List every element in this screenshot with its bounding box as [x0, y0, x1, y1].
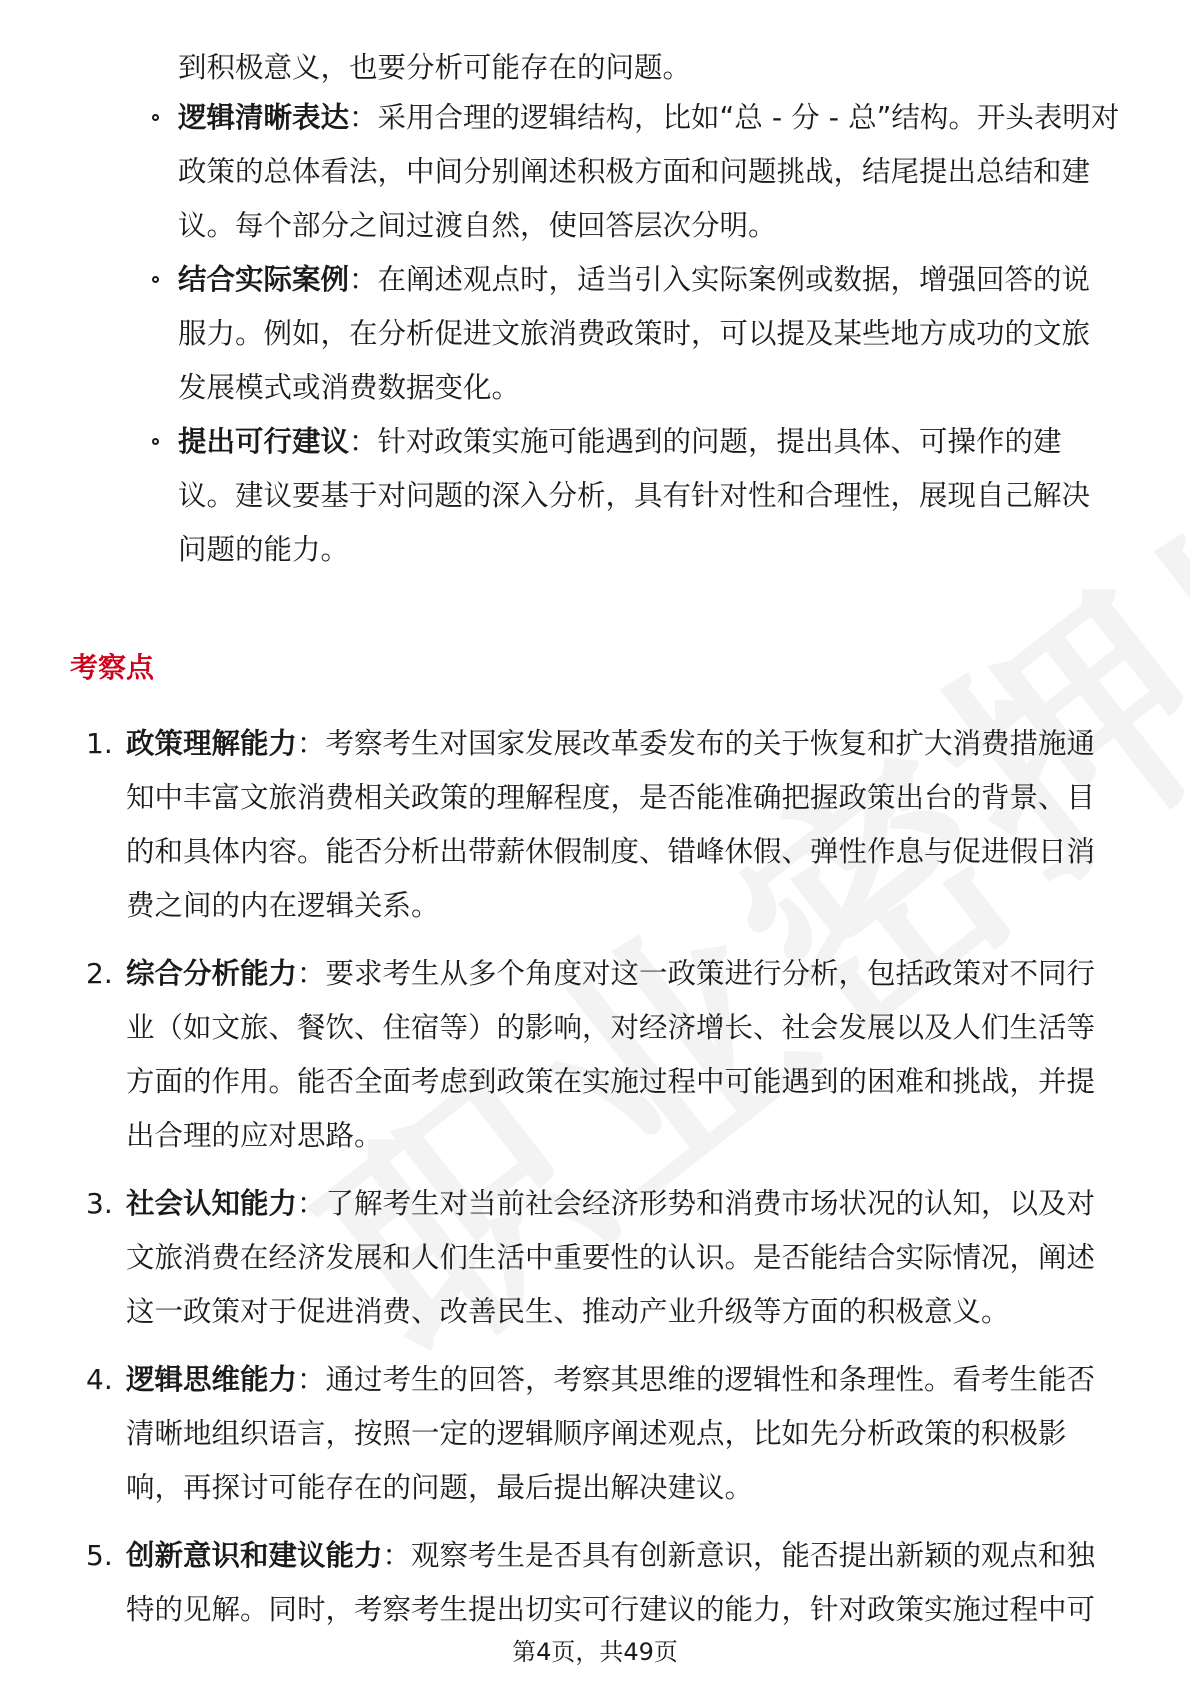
- point-number: 4.: [86, 1363, 113, 1396]
- tip-title: 逻辑清晰表达: [178, 101, 350, 134]
- point-line: 费之间的内在逻辑关系。: [126, 889, 440, 922]
- point-line: 知中丰富文旅消费相关政策的理解程度，是否能准确把握政策出台的背景、目: [126, 781, 1096, 814]
- point-line: 的和具体内容。能否分析出带薪休假制度、错峰休假、弹性作息与促进假日消: [126, 835, 1096, 868]
- tip-title: 结合实际案例: [178, 263, 350, 296]
- point-line: 这一政策对于促进消费、改善民生、推动产业升级等方面的积极意义。: [126, 1295, 1010, 1328]
- tip-line: 服力。例如，在分析促进文旅消费政策时，可以提及某些地方成功的文旅: [178, 317, 1091, 350]
- tip-line: 提出可行建议：针对政策实施可能遇到的问题，提出具体、可操作的建: [178, 425, 1062, 458]
- point-line: 逻辑思维能力：通过考生的回答，考察其思维的逻辑性和条理性。看考生能否: [126, 1363, 1096, 1396]
- page-footer: 第4页，共49页: [512, 1638, 678, 1666]
- point-line: 方面的作用。能否全面考虑到政策在实施过程中可能遇到的困难和挑战，并提: [126, 1065, 1096, 1098]
- point-line: 政策理解能力：考察考生对国家发展改革委发布的关于恢复和扩大消费措施通: [126, 727, 1096, 760]
- point-number: 5.: [86, 1539, 113, 1572]
- tip-line: 逻辑清晰表达：采用合理的逻辑结构，比如“总 - 分 - 总”结构。开头表明对: [178, 101, 1120, 134]
- point-line: 文旅消费在经济发展和人们生活中重要性的认识。是否能结合实际情况，阐述: [126, 1241, 1096, 1274]
- point-number: 2.: [86, 957, 113, 990]
- tip-title: 提出可行建议: [178, 425, 350, 458]
- point-title: 综合分析能力: [126, 957, 298, 990]
- point-number: 1.: [86, 727, 113, 760]
- point-title: 创新意识和建议能力: [126, 1539, 383, 1572]
- point-line: 响，再探讨可能存在的问题，最后提出解决建议。: [126, 1471, 754, 1504]
- point-title: 政策理解能力: [126, 727, 298, 760]
- intro-line: 到积极意义，也要分析可能存在的问题。: [178, 51, 692, 84]
- point-number: 3.: [86, 1187, 113, 1220]
- point-line: 清晰地组织语言，按照一定的逻辑顺序阐述观点，比如先分析政策的积极影: [126, 1417, 1067, 1450]
- point-line: 社会认知能力：了解考生对当前社会经济形势和消费市场状况的认知，以及对: [126, 1187, 1096, 1220]
- tip-line: 问题的能力。: [178, 533, 350, 566]
- bullet-icon: [152, 276, 159, 283]
- bullet-icon: [152, 438, 159, 445]
- tip-line: 议。建议要基于对问题的深入分析，具有针对性和合理性，展现自己解决: [178, 479, 1091, 512]
- point-line: 出合理的应对思路。: [126, 1119, 383, 1152]
- point-line: 特的见解。同时，考察考生提出切实可行建议的能力，针对政策实施过程中可: [126, 1593, 1096, 1626]
- tip-line: 结合实际案例：在阐述观点时，适当引入实际案例或数据，增强回答的说: [178, 263, 1091, 296]
- point-title: 社会认知能力: [126, 1187, 298, 1220]
- point-title: 逻辑思维能力: [126, 1363, 298, 1396]
- bullet-icon: [152, 114, 159, 121]
- point-line: 综合分析能力：要求考生从多个角度对这一政策进行分析，包括政策对不同行: [126, 957, 1096, 990]
- tip-line: 议。每个部分之间过渡自然，使回答层次分明。: [178, 209, 777, 242]
- point-line: 业（如文旅、餐饮、住宿等）的影响，对经济增长、社会发展以及人们生活等: [126, 1011, 1096, 1044]
- section-heading: 考察点: [70, 651, 155, 684]
- tip-line: 发展模式或消费数据变化。: [178, 371, 521, 404]
- tip-line: 政策的总体看法，中间分别阐述积极方面和问题挑战，结尾提出总结和建: [178, 155, 1091, 188]
- point-line: 创新意识和建议能力：观察考生是否具有创新意识，能否提出新颖的观点和独: [126, 1539, 1096, 1572]
